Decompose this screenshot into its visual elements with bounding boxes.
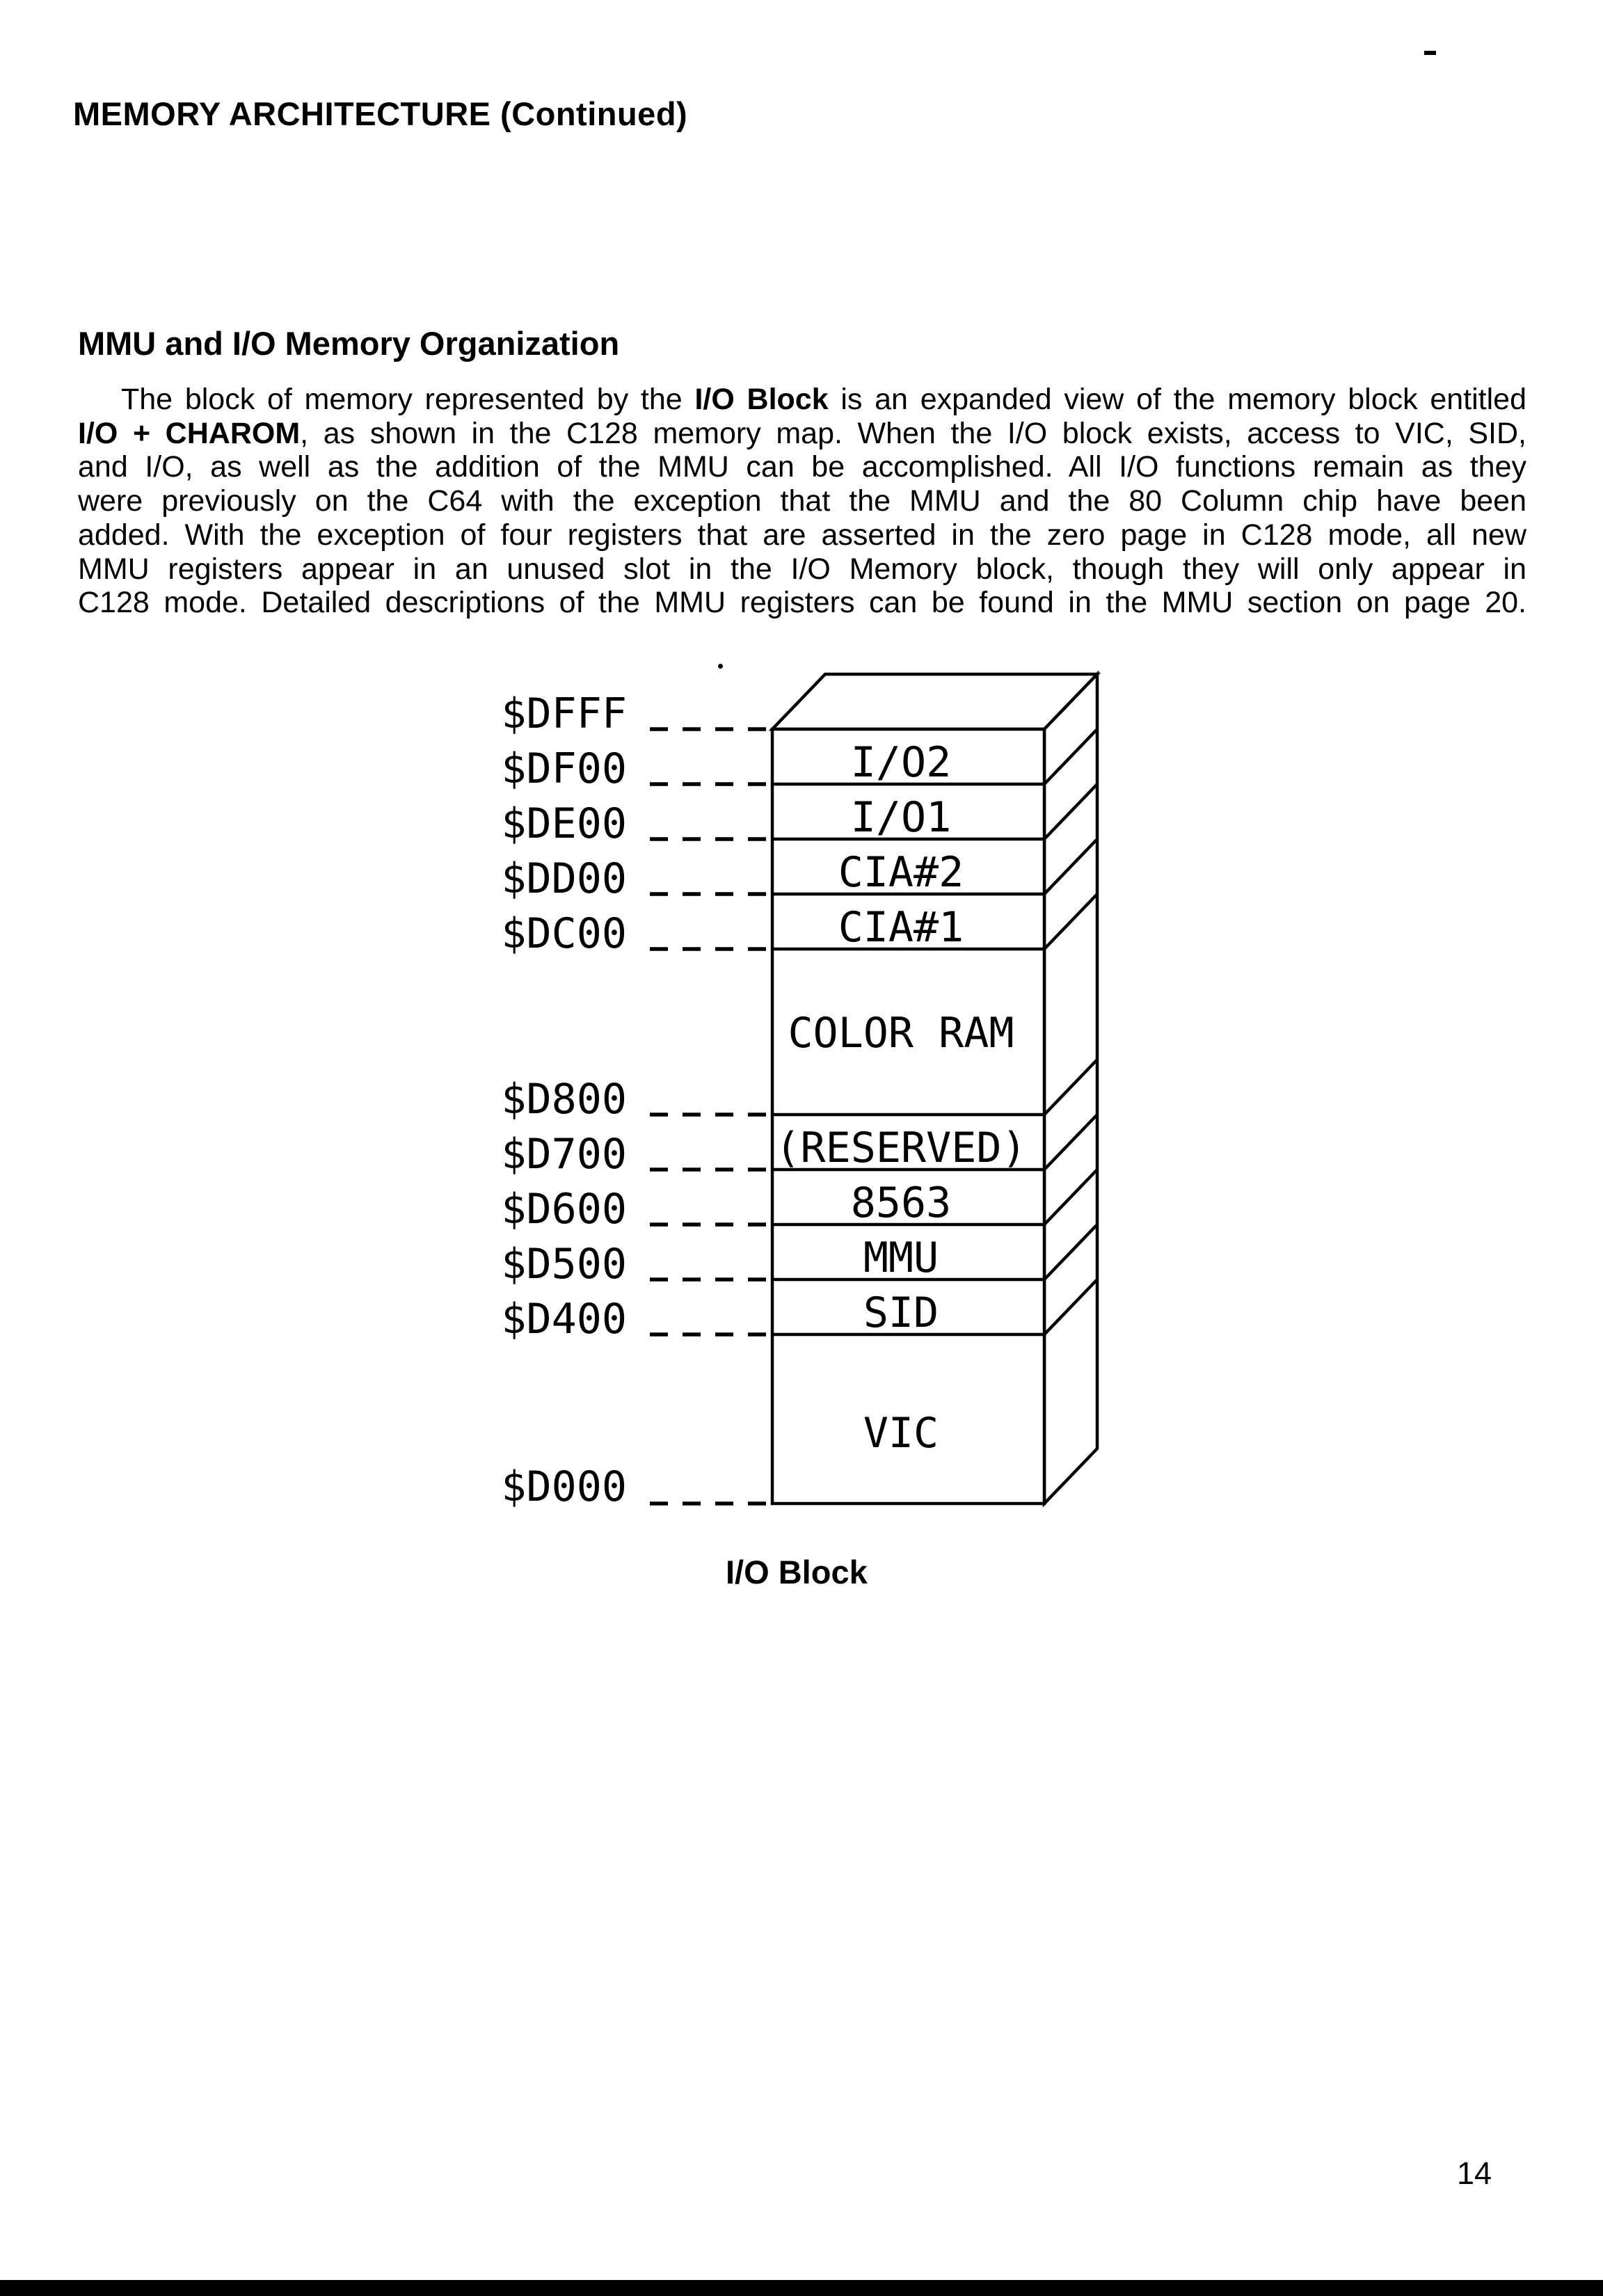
scan-edge-bar — [0, 2280, 1603, 2296]
address-label: $D500 — [501, 1240, 627, 1289]
page-title: MEMORY ARCHITECTURE (Continued) — [73, 95, 688, 132]
page-number: 14 — [1457, 2155, 1492, 2191]
text-run: The block of memory represented by the — [121, 383, 695, 416]
segment-label: CIA#1 — [838, 903, 964, 952]
scan-artifact-dash — [1424, 51, 1436, 55]
text-run-bold: I/O + CHAROM — [78, 416, 301, 450]
address-label: $DFFF — [501, 689, 627, 738]
text-run-bold: I/O Block — [694, 383, 829, 416]
segment-label: COLOR RAM — [788, 1009, 1014, 1058]
paragraph-line: MMU registers appear in an unused slot in the I/O Memory block, though they will only appear in — [78, 552, 1526, 586]
address-label: $D700 — [501, 1130, 627, 1179]
segment-label: CIA#2 — [838, 848, 964, 897]
text-run: is an expanded view of the memory block entitled — [828, 383, 1526, 416]
segment-label: MMU — [863, 1234, 939, 1282]
segment-label: SID — [863, 1289, 939, 1337]
paragraph-line: added. With the exception of four registers that are asserted in the zero page in C128 mode, all new — [78, 518, 1526, 552]
address-label: $DC00 — [501, 909, 627, 958]
paragraph-line: were previously on the C64 with the exception that the MMU and the 80 Column chip have been — [78, 484, 1526, 518]
section-heading: MMU and I/O Memory Organization — [78, 325, 620, 362]
paragraph-line: C128 mode. Detailed descriptions of the MMU registers can be found in the MMU section on page 20. — [78, 586, 1526, 620]
address-label: $D400 — [501, 1295, 627, 1344]
address-label: $D000 — [501, 1462, 627, 1511]
address-label: $DF00 — [501, 744, 627, 793]
segment-label: (RESERVED) — [775, 1124, 1027, 1172]
scan-artifact-dot — [718, 664, 723, 669]
address-label: $DE00 — [501, 799, 627, 848]
segment-label: I/O2 — [850, 738, 952, 787]
address-label: $D800 — [501, 1075, 627, 1124]
paragraph-line: and I/O, as well as the addition of the MMU can be accomplished. All I/O functions remain as they — [78, 450, 1526, 484]
segment-label: I/O1 — [850, 793, 952, 842]
address-label: $D600 — [501, 1185, 627, 1234]
text-run: , as shown in the C128 memory map. When the I/O block exists, access to VIC, SID, — [300, 416, 1526, 450]
segment-label: 8563 — [850, 1179, 952, 1227]
block-top-face — [772, 674, 1097, 729]
figure-caption: I/O Block — [726, 1554, 868, 1591]
segment-label: VIC — [863, 1409, 939, 1458]
address-label: $DD00 — [501, 854, 627, 903]
block-front-face — [772, 729, 1044, 1504]
